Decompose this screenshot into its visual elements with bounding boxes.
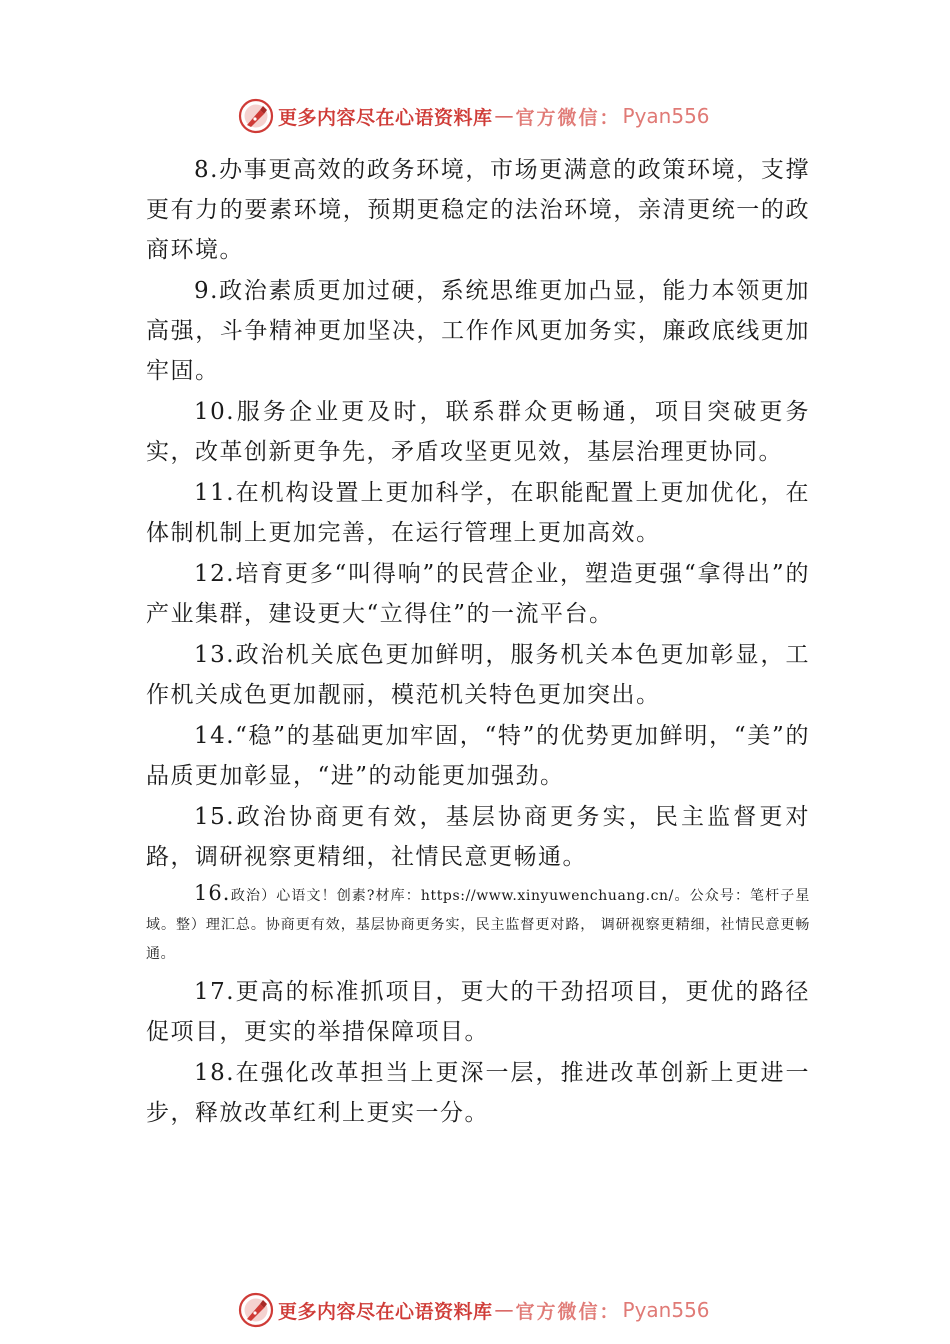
paragraph-15: 15.政治协商更有效，基层协商更务实，民主监督更对路，调研视察更精细，社情民意更畅通。 [146, 804, 810, 870]
paragraph-18: 18.在强化改革担当上更深一层，推进改革创新上更进一步，释放改革红利上更实一分。 [146, 1060, 810, 1126]
pen-nib-logo-icon [238, 1292, 274, 1328]
footer-banner [238, 1290, 710, 1330]
pen-nib-logo-icon [238, 98, 274, 134]
document-body [146, 150, 810, 1134]
paragraph-16-number: 16. [194, 881, 231, 905]
banner-wechat-label: 官方微信： [515, 106, 621, 129]
banner-main-text: 更多内容尽在心语资料库 [278, 1300, 493, 1323]
paragraph-14: 14.“稳”的基础更加牢固，“特”的优势更加鲜明，“美”的品质更加彰显，“进”的动能更加强劲。 [146, 723, 810, 789]
paragraph-9: 9.政治素质更加过硬，系统思维更加凸显，能力本领更加高强，斗争精神更加坚决，工作作风更加务实，廉政底线更加牢固。 [146, 278, 810, 384]
banner-wechat-label: 官方微信： [515, 1300, 621, 1323]
paragraph-10: 10.服务企业更及时，联系群众更畅通，项目突破更务实，改革创新更争先，矛盾攻坚更见效，基层治理更协同。 [146, 399, 810, 465]
paragraph-16-watermark [146, 879, 810, 969]
paragraph-13: 13.政治机关底色更加鲜明，服务机关本色更加彰显，工作机关成色更加靓丽，模范机关特色更加突出。 [146, 642, 810, 708]
banner-wechat-id: Pyan556 [622, 1298, 710, 1322]
paragraph-12: 12.培育更多“叫得响”的民营企业，塑造更强“拿得出”的产业集群，建设更大“立得住”的一流平台。 [146, 561, 810, 627]
paragraph-16-text: 政治）心语文！创素?材库：https://www.xinyuwenchuang.cn/。公众号：笔杆子星域。整）理汇总。协商更有效，基层协商更务实，民主监督更对路， 调研视察更精细，社情民意更畅通。 [146, 888, 810, 962]
paragraph-17: 17.更高的标准抓项目，更大的干劲招项目，更优的路径促项目，更实的举措保障项目。 [146, 979, 810, 1045]
banner-dash: — [494, 105, 514, 127]
banner-main-text: 更多内容尽在心语资料库 [278, 106, 493, 129]
paragraph-11: 11.在机构设置上更加科学，在职能配置上更加优化，在体制机制上更加完善，在运行管理上更加高效。 [146, 480, 810, 546]
banner-dash: — [494, 1299, 514, 1321]
paragraph-8: 8.办事更高效的政务环境，市场更满意的政策环境，支撑更有力的要素环境，预期更稳定的法治环境，亲清更统一的政商环境。 [146, 157, 810, 263]
banner-wechat-id: Pyan556 [622, 104, 710, 128]
header-banner [238, 96, 710, 136]
